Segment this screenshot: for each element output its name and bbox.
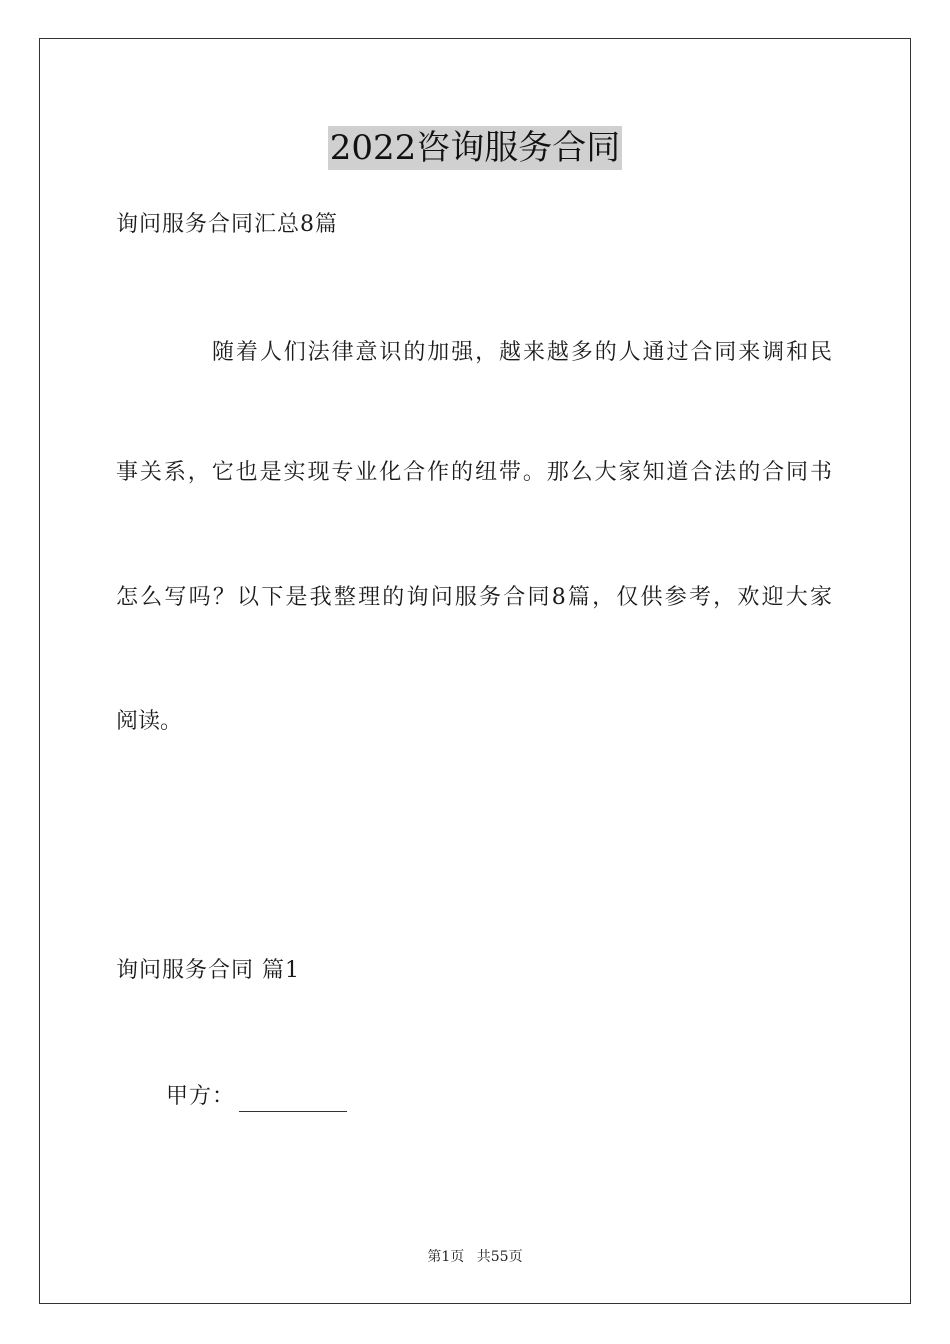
intro-line-3: 怎么写吗？以下是我整理的询问服务合同8篇，仅供参考，欢迎大家: [116, 585, 832, 610]
section-heading: 询问服务合同 篇1: [116, 958, 300, 983]
page-footer: [0, 1247, 950, 1267]
page-total: 共55页: [476, 1249, 523, 1265]
document-title: [0, 126, 950, 170]
party-a-row: [166, 1082, 347, 1112]
intro-line-4: 阅读。: [116, 709, 183, 734]
page-number: 第1页: [427, 1249, 465, 1265]
party-a-blank: [239, 1089, 347, 1112]
intro-line-2: 事关系，它也是实现专业化合作的纽带。那么大家知道合法的合同书: [116, 460, 832, 485]
document-subtitle: 询问服务合同汇总8篇: [116, 212, 338, 237]
intro-line-1: 随着人们法律意识的加强，越来越多的人通过合同来调和民: [212, 340, 832, 365]
party-a-label: 甲方：: [166, 1084, 236, 1109]
document-title-text: 2022咨询服务合同: [329, 128, 621, 168]
